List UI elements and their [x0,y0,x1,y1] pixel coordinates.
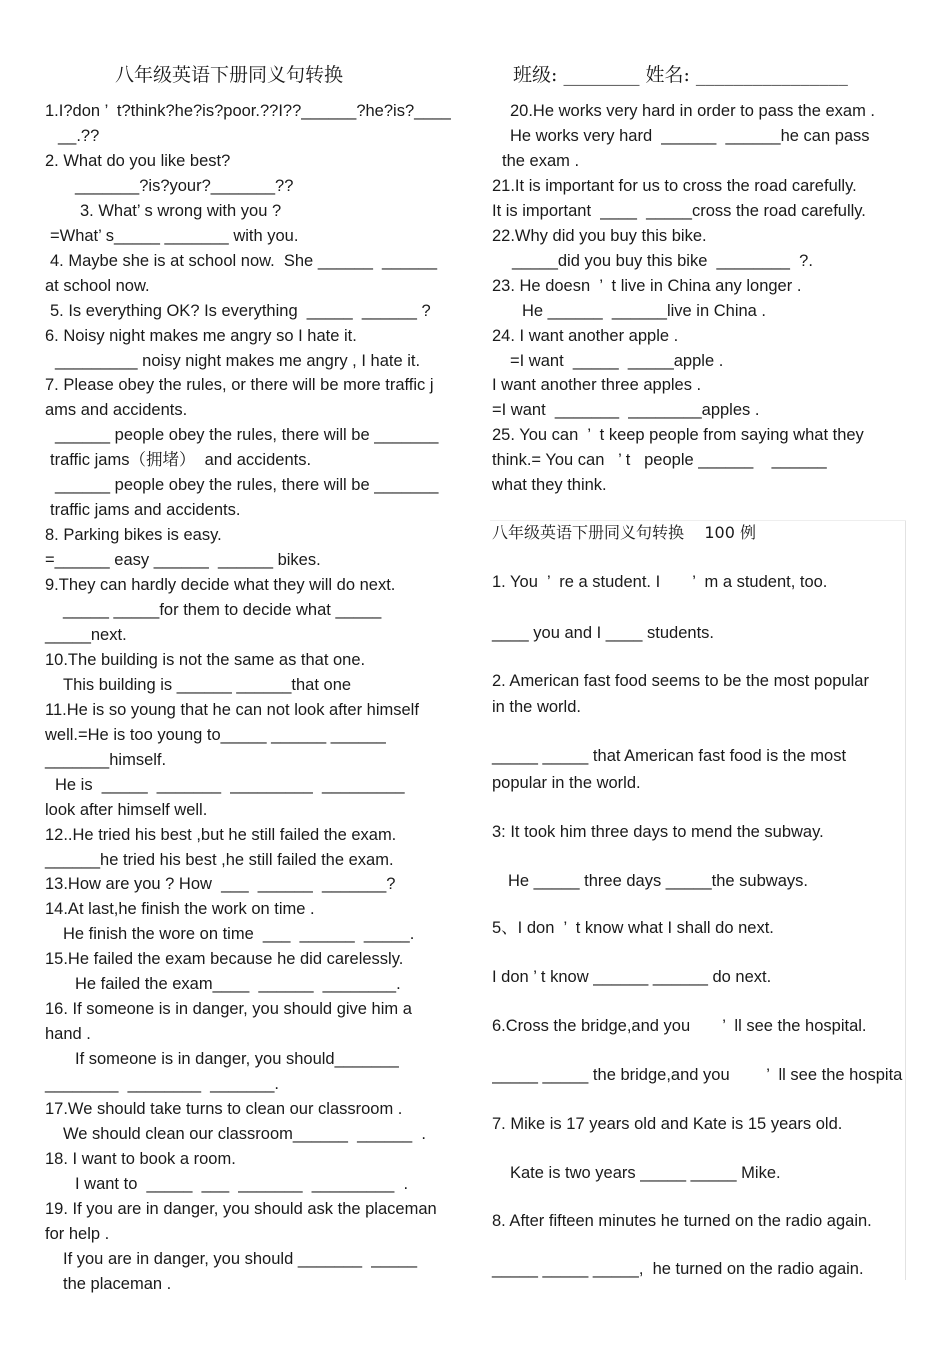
left-line: 18. I want to book a room. [45,1149,236,1168]
left-line: =______ easy ______ ______ bikes. [45,551,321,570]
section2-line: Kate is two years _____ _____ Mike. [510,1164,781,1182]
left-line: We should clean our classroom______ ______ . [63,1124,426,1143]
section-box-vertical-rule [905,520,906,1280]
left-line: 17.We should take turns to clean our classroom . [45,1100,403,1118]
left-line: for help . [45,1224,110,1243]
section2-line: popular in the world. [492,774,641,792]
right-line: I want another three apples . [492,376,702,395]
left-line: __.?? [58,126,100,145]
left-line: This building is ______ ______that one [63,675,352,694]
left-line: 1.I?don ’ t?think?he?is?poor.??I??______?he?is?____ [45,102,451,120]
left-line: look after himself well. [45,800,208,819]
left-line: 11.He is so young that he can not look after himself [45,700,419,719]
left-line: at school now. [45,276,150,295]
right-line: =I want _____ _____apple . [510,351,724,370]
right-line: It is important ____ _____cross the road carefully. [492,201,866,220]
left-line: 15.He failed the exam because he did carelessly. [45,950,404,969]
left-line: _______himself. [45,750,167,769]
left-line: _____ _____for them to decide what _____ [63,601,382,619]
right-line: =I want _______ ________apples . [492,401,760,420]
right-line: He ______ ______live in China . [522,301,767,320]
section2-line: _____ _____ _____, he turned on the radio again. [492,1260,864,1278]
left-line: 10.The building is not the same as that one. [45,650,366,669]
right-line: 22.Why did you buy this bike. [492,226,707,245]
section2-title: 八年级英语下册同义句转换 100 例 [492,523,756,542]
left-line: traffic jams（拥堵） and accidents. [50,451,312,470]
right-line: 24. I want another apple . [492,326,679,345]
left-line: well.=He is too young to_____ ______ ______ [45,725,386,744]
section2-line: ____ you and I ____ students. [492,624,715,642]
left-line: He finish the wore on time ___ ______ _____. [63,925,415,944]
left-line: 5. Is everything OK? Is everything _____ ______ ? [50,301,431,320]
right-line: think.= You can ’ t people ______ ______ [492,451,827,470]
section2-line: He _____ three days _____the subways. [508,872,808,890]
left-line: 19. If you are in danger, you should ask the placeman [45,1199,437,1218]
left-line: 6. Noisy night makes me angry so I hate it. [45,326,357,345]
left-line: ams and accidents. [45,401,188,420]
left-line: 2. What do you like best? [45,151,231,170]
left-line: the placeman . [63,1274,172,1293]
left-line: 13.How are you ? How ___ ______ _______? [45,875,396,894]
page-title-left: 八年级英语下册同义句转换 [115,64,344,86]
section2-line: 3: It took him three days to mend the subway. [492,823,824,841]
left-line: 14.At last,he finish the work on time . [45,900,315,919]
left-line: ______he tried his best ,he still failed the exam. [45,850,394,869]
section2-line: 5、I don ’ t know what I shall do next. [492,919,774,937]
left-line: If someone is in danger, you should_______ [75,1050,399,1069]
left-line: hand . [45,1025,91,1044]
right-line: 21.It is important for us to cross the road carefully. [492,176,857,195]
section2-line: I don ’ t know ______ ______ do next. [492,968,772,986]
left-line: 4. Maybe she is at school now. She ______ ______ [50,251,438,270]
section2-line: 6.Cross the bridge,and you ’ ll see the hospital. [492,1017,867,1035]
right-line: 23. He doesn ’ t live in China any longer . [492,276,802,295]
left-line: _________ noisy night makes me angry , I hate it. [55,351,421,370]
left-line: ________ ________ _______. [45,1075,279,1094]
right-line: _____did you buy this bike ________ ?. [512,251,813,270]
left-line: 12..He tried his best ,but he still failed the exam. [45,825,397,844]
right-line: the exam . [502,151,580,170]
left-line: 8. Parking bikes is easy. [45,526,222,545]
left-line: He is _____ _______ _________ _________ [55,775,405,794]
section2-line: in the world. [492,698,581,716]
section2-line: _____ _____ the bridge,and you ’ ll see the hospita [492,1066,903,1084]
section2-line: _____ _____ that American fast food is the most [492,747,847,765]
right-line: He works very hard ______ ______he can pass [510,126,870,145]
left-line: traffic jams and accidents. [50,501,241,520]
section2-line: 8. After fifteen minutes he turned on the radio again. [492,1212,872,1230]
left-line: =What’ s_____ _______ with you. [50,226,299,245]
left-line: I want to _____ ___ _______ _________ . [75,1174,409,1193]
left-line: He failed the exam____ ______ ________. [75,975,401,994]
left-line: 9.They can hardly decide what they will do next. [45,576,396,595]
left-line: 16. If someone is in danger, you should give him a [45,1000,412,1019]
left-line: If you are in danger, you should _______ _____ [63,1249,418,1268]
section2-line: 2. American fast food seems to be the most popular [492,672,869,690]
right-line: 20.He works very hard in order to pass the exam . [510,102,875,120]
right-line: 25. You can ’ t keep people from saying what they [492,426,864,445]
class-name-fields: 班级: ________ 姓名: ________________ [513,64,848,86]
section2-line: 1. You ’ re a student. I ’ m a student, too. [492,573,828,591]
left-line: _____next. [45,625,127,644]
section2-line: 7. Mike is 17 years old and Kate is 15 years old. [492,1115,843,1133]
right-line: what they think. [492,476,607,495]
left-line: 3. What’ s wrong with you ? [80,201,282,220]
left-line: ______ people obey the rules, there will be _______ [55,426,439,445]
left-line: _______?is?your?_______?? [75,176,294,195]
left-line: 7. Please obey the rules, or there will be more traffic j [45,376,434,395]
left-line: ______ people obey the rules, there will be _______ [55,476,439,495]
